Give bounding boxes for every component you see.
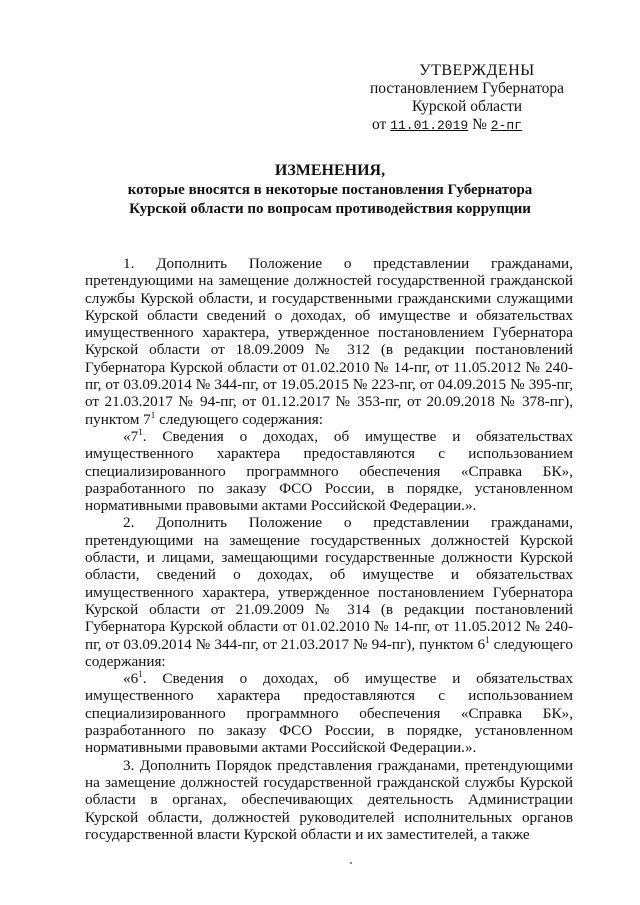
number-label: № — [472, 116, 487, 133]
paragraph-2 — [85, 514, 573, 670]
paragraph-2-text: 2. Дополнить Положение о представлении гражданами, претендующими на замещение государственных должностей Курской области, и лицами, замещающими государственные должности Курской области, сведений о доходах, об имуществе и обязательствах имущественного характера, утвержденное постановлением Губернатора Курской области от 21.09.2009 № 314 (в редакции постановлений Губернатора Курской области от 01.02.2010 № 14-пг, от 11.05.2012 № 240-пг, от 03.09.2014 № 344-пг, от 21.03.2017 № 94-пг), пунктом 6 — [85, 514, 573, 653]
quote-1-head: «7 — [123, 427, 139, 445]
approval-line-2: Курской области — [411, 98, 523, 115]
document-body — [85, 255, 573, 843]
paragraph-1 — [85, 255, 573, 428]
quote-1-text: . Сведения о доходах, об имуществе и обязательствах имущественного характера предоставляются с использованием специализированного программного обеспечения «Справка БК», разработанного по заказу ФСО России, в порядке, установленном нормативными правовыми актами Российской Федерации.». — [85, 427, 573, 515]
approval-stamp: УТВЕРЖДЕНЫ — [419, 62, 535, 79]
title-sub-2: Курской области по вопросам противодействия коррупции — [129, 201, 531, 217]
approval-date: 11.01.2019 — [390, 118, 469, 133]
paragraph-1-text: 1. Дополнить Положение о представлении гражданами, претендующими на замещение должностей государственной гражданской службы Курской области, и государственными гражданскими служащими Курской области сведений о доходах, об имуществе и обязательствах имущественного характера, утвержденное постановлением Губернатора Курской области от 18.09.2009 № 312 (в редакции постановлений Губернатора Курской области от 01.02.2010 № 14-пг, от 11.05.2012 № 240-пг, от 03.09.2014 № 344-пг, от 19.05.2015 № 223-пг, от 04.09.2015 № 395-пг, от 21.03.2017 № 94-пг, от 01.12.2017 № 353-пг, от 20.09.2018 № 378-пг), пунктом 7 — [85, 255, 573, 428]
document-title — [80, 161, 580, 219]
superscript: 1 — [485, 634, 490, 645]
from-label: от — [372, 116, 387, 133]
approval-block — [352, 62, 582, 135]
paragraph-2-tail: следующего содержания: — [85, 635, 573, 670]
approval-line-1: постановлением Губернатора — [369, 80, 565, 97]
quote-1 — [85, 428, 573, 514]
title-main: ИЗМЕНЕНИЯ, — [274, 162, 386, 179]
approval-number: 2-пг — [490, 118, 522, 133]
quote-2-head: «6 — [123, 670, 139, 688]
quote-2 — [85, 670, 573, 756]
superscript: 1 — [150, 409, 156, 420]
superscript: 1 — [138, 426, 143, 437]
quote-2-text: . Сведения о доходах, об имуществе и обязательствах имущественного характера предоставляются с использованием специализированного программного обеспечения «Справка БК», разработанного по заказу ФСО России, в порядке, установленном нормативными правовыми актами Российской Федерации.». — [85, 670, 573, 757]
approval-order-line — [352, 116, 582, 135]
scan-speck — [350, 862, 352, 864]
paragraph-3: 3. Дополнить Порядок представления гражданами, претендующими на замещение должностей государственной гражданской службы Курской области в органах, обеспечивающих деятельность Администрации Курской области, должностей руководителей исполнительных органов государственной власти Курской области и их заместителей, а также — [85, 756, 573, 843]
title-sub-1: которые вносятся в некоторые постановления Губернатора — [127, 182, 533, 198]
paragraph-1-tail: следующего содержания: — [155, 410, 323, 428]
superscript: 1 — [138, 669, 143, 680]
